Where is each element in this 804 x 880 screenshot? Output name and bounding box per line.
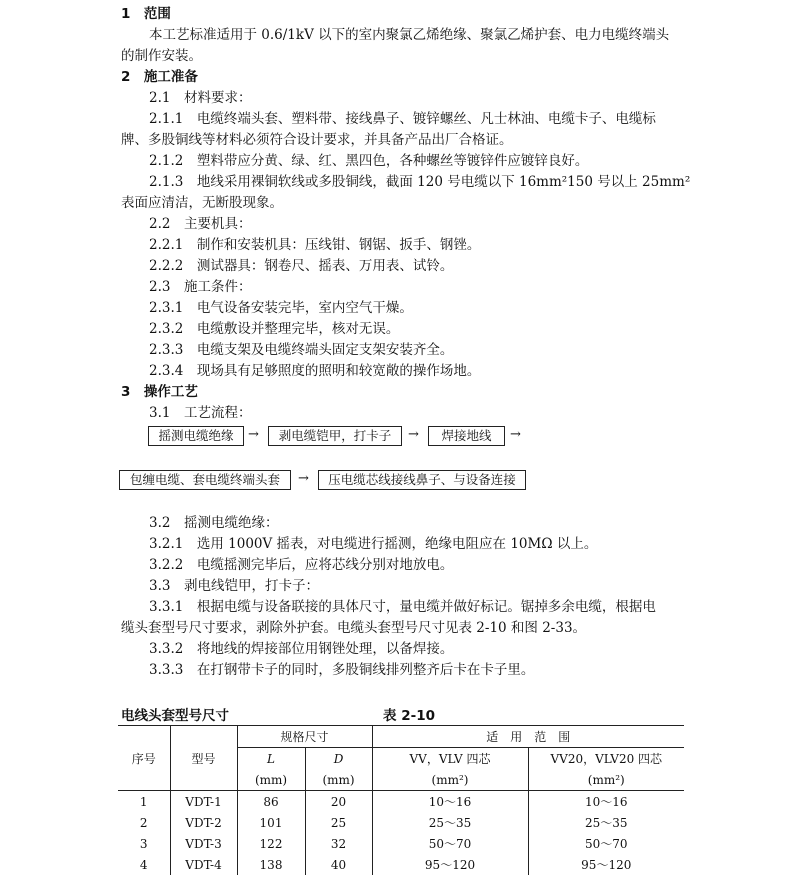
flow-step-box: 压电缆芯线接线鼻子、与设备连接 [318,470,526,490]
cell-D: 40 [305,854,372,875]
header-L: L [237,748,305,770]
table-row [118,833,684,854]
paragraph-line: 2.3.4 现场具有足够照度的照明和较宽敞的操作场地。 [149,363,481,379]
header-vv20: VV20，VLV20 四芯 [550,752,663,766]
cell-model: VDT-1 [170,791,237,813]
subsection-heading: 3.2 摇测电缆绝缘： [149,515,279,531]
cell-L: 122 [237,833,305,854]
cell-vv20: 50～70 [585,837,628,851]
cell-vv20: 25～35 [585,816,628,830]
header-D-unit: (mm) [305,769,372,791]
cell-vv: 25～35 [372,812,528,833]
cell-L: 101 [237,812,305,833]
section-1-heading: 1 范围 [121,6,171,22]
subsection-heading: 2.1 材料要求： [149,90,252,106]
paragraph-line: 牌、多股铜线等材料必须符合设计要求，并具备产品出厂合格证。 [121,132,513,148]
cell-D: 20 [305,791,372,813]
flow-arrow-icon: → [248,427,259,442]
cell-model: VDT-3 [170,833,237,854]
flow-step-box: 剥电缆铠甲，打卡子 [268,426,402,446]
paragraph-line: 2.2.2 测试器具：钢卷尺、摇表、万用表、试铃。 [149,258,454,274]
header-L-unit: (mm) [237,769,305,791]
subsection-heading: 3.3 剥电线铠甲，打卡子： [149,578,319,594]
table-row [118,791,684,813]
header-D: D [305,748,372,770]
spec-table [118,725,684,875]
flow-step-box: 焊接地线 [428,426,505,446]
header-spec: 规格尺寸 [237,726,372,748]
flow-arrow-icon: → [298,471,309,486]
paragraph-line: 2.1.1 电缆终端头套、塑料带、接线鼻子、镀锌螺丝、凡士林油、电缆卡子、电缆标 [149,111,656,127]
section-3-heading: 3 操作工艺 [121,384,198,400]
cell-seq: 1 [118,791,170,813]
cell-seq: 4 [118,854,170,875]
paragraph-line: 2.1.3 地线采用裸铜软线或多股铜线，截面 120 号电缆以下 16mm²150 号以上 25mm² [149,174,691,190]
cell-model: VDT-2 [170,812,237,833]
paragraph-line: 缆头套型号尺寸要求，剥除外护套。电缆头套型号尺寸见表 2-10 和图 2-33。 [121,620,587,636]
paragraph-line: 2.1.2 塑料带应分黄、绿、红、黑四色，各种螺丝等镀锌件应镀锌良好。 [149,153,589,169]
cell-vv: 95～120 [372,854,528,875]
paragraph-line: 2.3.2 电缆敷设并整理完毕，核对无误。 [149,321,400,337]
paragraph-line: 表面应清洁，无断股现象。 [121,195,283,211]
cell-vv: 10～16 [372,791,528,813]
header-vv-unit: (mm²) [372,769,528,791]
flow-step-box: 包缠电缆、套电缆终端头套 [119,470,291,490]
cell-vv20: 95～120 [581,858,632,872]
cell-seq: 3 [118,833,170,854]
header-vv20-unit: (mm²) [528,769,684,791]
subsection-heading: 3.1 工艺流程： [149,405,252,421]
subsection-heading: 2.3 施工条件： [149,279,252,295]
paragraph-line: 2.3.3 电缆支架及电缆终端头固定支架安装齐全。 [149,342,454,358]
subsection-heading: 2.2 主要机具： [149,216,252,232]
flow-step-box: 摇测电缆绝缘 [148,426,244,446]
cell-seq: 2 [118,812,170,833]
header-model: 型号 [170,726,237,791]
section-2-heading: 2 施工准备 [121,69,198,85]
paragraph-line: 2.2.1 制作和安装机具：压线钳、钢锯、扳手、钢锉。 [149,237,481,253]
paragraph-line: 3.2.2 电缆摇测完毕后，应将芯线分别对地放电。 [149,557,454,573]
paragraph-line: 3.3.1 根据电缆与设备联接的具体尺寸，量电缆并做好标记。锯掉多余电缆，根据电 [149,599,656,615]
table-row [118,854,684,875]
cell-model: VDT-4 [170,854,237,875]
cell-vv20: 10～16 [585,795,628,809]
cell-L: 138 [237,854,305,875]
table-title: 电线头套型号尺寸 [121,708,229,724]
flow-arrow-icon: → [510,427,521,442]
paragraph-line: 3.2.1 选用 1000V 摇表，对电缆进行摇测，绝缘电阻应在 10MΩ 以上。 [149,536,598,552]
cell-L: 86 [237,791,305,813]
paragraph-line: 本工艺标准适用于 0.6/1kV 以下的室内聚氯乙烯绝缘、聚氯乙烯护套、电力电缆终端头 [149,27,670,43]
header-vv: VV，VLV 四芯 [372,748,528,770]
paragraph-line: 的制作安装。 [121,48,202,64]
paragraph-line: 2.3.1 电气设备安装完毕，室内空气干燥。 [149,300,413,316]
paragraph-line: 3.3.2 将地线的焊接部位用钢锉处理，以备焊接。 [149,641,454,657]
cell-D: 25 [305,812,372,833]
table-number: 表 2-10 [383,708,435,724]
header-scope: 适 用 范 围 [372,726,684,748]
paragraph-line: 3.3.3 在打钢带卡子的同时，多股铜线排列整齐后卡在卡子里。 [149,662,535,678]
table-row [118,812,684,833]
flow-arrow-icon: → [408,427,419,442]
header-seq: 序号 [118,726,170,791]
cell-D: 32 [305,833,372,854]
cell-vv: 50～70 [372,833,528,854]
